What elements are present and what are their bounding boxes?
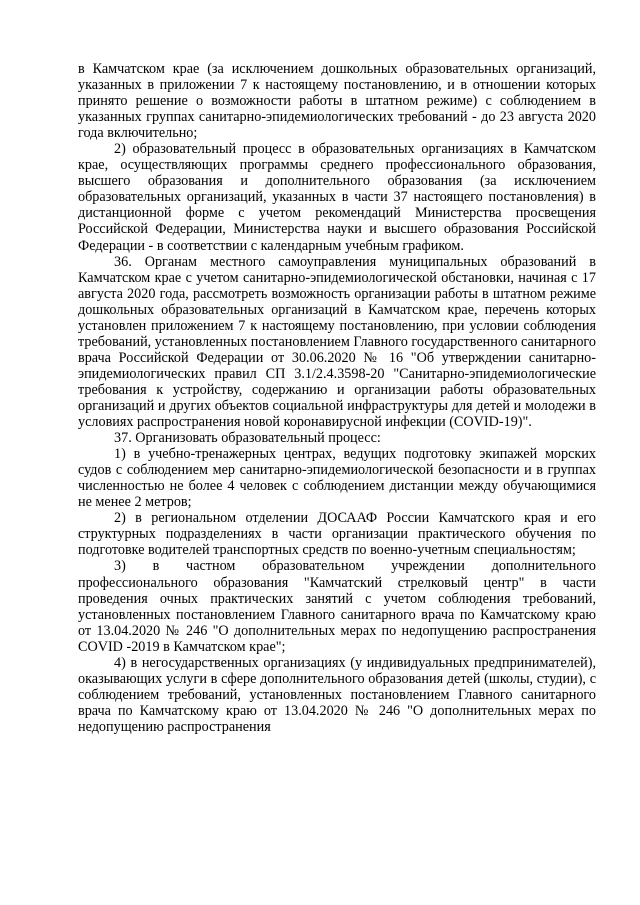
paragraph-part-37-item-3: 3) в частном образовательном учреждении дополнительного профессионального образования "Камчатский стрелковый центр" в части проведения очных практических занятий с учетом соблюдения требований, установленных постановлением Главного санитарного врача по Камчатскому краю от 13.04.2020 № 246 "О дополнительных мерах по недопущению распространения COVID -2019 в Камчатском крае";: [78, 558, 596, 655]
paragraph-continuation: в Камчатском крае (за исключением дошкольных образовательных организаций, указанных в приложении 7 к настоящему постановлению, и в отношении которых принято решение о возможности работы в штатном режиме) с соблюдением в указанных группах санитарно-эпидемиологических требований - до 23 августа 2020 года включительно;: [78, 61, 596, 142]
paragraph-part-37-item-1: 1) в учебно-тренажерных центрах, ведущих подготовку экипажей морских судов с соблюдением мер санитарно-эпидемиологической безопасности и в группах численностью не более 4 человек с соблюдением дистанции между обучающимися не менее 2 метров;: [78, 446, 596, 511]
document-page: [78, 61, 596, 735]
paragraph-part-37-item-2: 2) в региональном отделении ДОСААФ России Камчатского края и его структурных подразделениях в части организации практического обучения по подготовке водителей транспортных средств по военно-учетным специальностям;: [78, 510, 596, 559]
paragraph-item-2: 2) образовательный процесс в образовательных организациях в Камчатском крае, осуществляющих программы среднего профессионального образования, высшего образования и дополнительного образования (за исключением образовательных организаций, указанных в части 37 настоящего постановления) в дистанционной форме с учетом рекомендаций Министерства просвещения Российской Федерации, Министерства науки и высшего образования Российской Федерации - в соответствии с календарным учебным графиком.: [78, 141, 596, 254]
paragraph-part-36: 36. Органам местного самоуправления муниципальных образований в Камчатском крае с учетом санитарно-эпидемиологической обстановки, начиная с 17 августа 2020 года, рассмотреть возможность организации работы в штатном режиме дошкольных образовательных организаций в Камчатском крае, перечень которых установлен приложением 7 к настоящему постановлению, при условии соблюдения требований, установленных постановлением Главного государственного санитарного врача Российской Федерации от 30.06.2020 № 16 "Об утверждении санитарно-эпидемиологических правил СП 3.1/2.4.3598-20 "Санитарно-эпидемиологические требования к устройству, содержанию и организации работы образовательных организаций и других объектов социальной инфраструктуры для детей и молодежи в условиях распространения новой коронавирусной инфекции (COVID-19)".: [78, 253, 596, 431]
paragraph-part-37-item-4: 4) в негосударственных организациях (у индивидуальных предпринимателей), оказывающих услуги в сфере дополнительного образования детей (школы, студии), с соблюдением требований, установленных постановлением Главного санитарного врача по Камчатскому краю от 13.04.2020 № 246 "О дополнительных мерах по недопущению распространения: [78, 654, 596, 735]
paragraph-part-37: 37. Организовать образовательный процесс:: [114, 430, 381, 447]
